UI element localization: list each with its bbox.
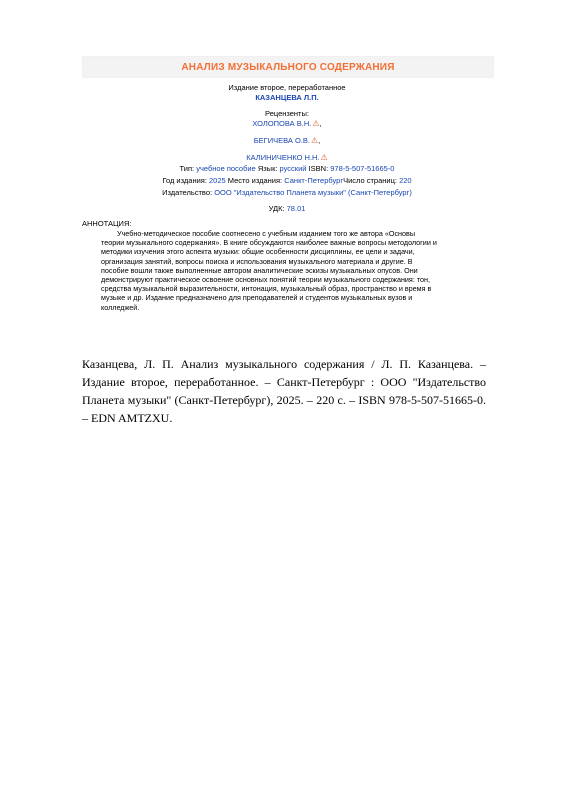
reviewer-link[interactable]: БЕГИЧЕВА О.В. <box>253 136 310 145</box>
meta-row-year <box>82 175 492 187</box>
publisher-label: Издательство: <box>162 188 213 197</box>
reviewer-row <box>82 153 492 163</box>
bibliographic-citation: Казанцева, Л. П. Анализ музыкального содержания / Л. П. Казанцева. – Издание второе, переработанное. – Санкт-Петербург : ООО "Издательство Планета музыки" (Санкт-Петербург), 2025. – 220 с. – ISBN 978-5-507-51665-0. – EDN AMTZXU. <box>82 357 486 425</box>
udk-label: УДК: <box>268 204 285 213</box>
warning-icon: ⚠ <box>312 119 320 128</box>
reviewers-label: Рецензенты: <box>265 109 309 118</box>
type-value: учебное пособие <box>196 164 256 173</box>
annotation-text: Учебно-методическое пособие соотнесено с учебным изданием того же автора «Основы теории музыкального содержания». В книге обсуждаются наиболее важные вопросы методологии и методики изучения этого аспекта музыки: общие особенности дисциплины, ее цели и задачи, организация занятий, вопросы поиска и использования музыкального материала и другие. В пособие вошли также выполненные автором аналитические эскизы музыкальных опусов. Они демонстрируют практическое освоение основных понятий теории музыкального содержания: тон, средства музыкальной выразительности, интонация, музыкальный образ, пространство и время в музыке и др. Издание предназначено для преподавателей и студентов музыкальных вузов и колледжей. <box>101 229 437 312</box>
warning-icon: ⚠ <box>310 136 319 145</box>
reviewer-link[interactable]: КАЛИНИЧЕНКО Н.Н. <box>246 153 320 162</box>
place-value: Санкт-Петербург <box>284 176 344 185</box>
year-value: 2025 <box>209 176 226 185</box>
meta-row-udk <box>82 203 492 215</box>
reviewer-row <box>82 136 492 146</box>
type-label: Тип: <box>179 164 195 173</box>
publisher-link[interactable]: ООО "Издательство Планета музыки" (Санкт-Петербург) <box>214 188 412 197</box>
lang-label: Язык: <box>257 164 278 173</box>
author-link[interactable]: КАЗАНЦЕВА Л.П. <box>255 93 319 102</box>
annotation-label: АННОТАЦИЯ: <box>82 219 132 228</box>
lang-value: русский <box>279 164 307 173</box>
meta-row-type <box>82 163 492 175</box>
reviewer-row <box>82 119 492 129</box>
warning-icon: ⚠ <box>320 153 328 162</box>
reviewer-separator: , <box>319 119 322 128</box>
udk-value: 78.01 <box>286 204 306 213</box>
isbn-value: 978-5-507-51665-0 <box>330 164 395 173</box>
book-info <box>82 80 492 215</box>
meta-row-publisher <box>82 187 492 199</box>
year-label: Год издания: <box>162 176 207 185</box>
reviewer-link[interactable]: ХОЛОПОВА В.Н. <box>252 119 312 128</box>
title-band <box>82 56 494 78</box>
edition: Издание второе, переработанное <box>228 83 346 92</box>
reviewer-separator: , <box>318 136 321 145</box>
book-title: АНАЛИЗ МУЗЫКАЛЬНОГО СОДЕРЖАНИЯ <box>181 61 395 73</box>
pages-label: Число страниц: <box>343 176 397 185</box>
place-label: Место издания: <box>227 176 283 185</box>
isbn-label: ISBN: <box>308 164 329 173</box>
pages-value: 220 <box>399 176 412 185</box>
